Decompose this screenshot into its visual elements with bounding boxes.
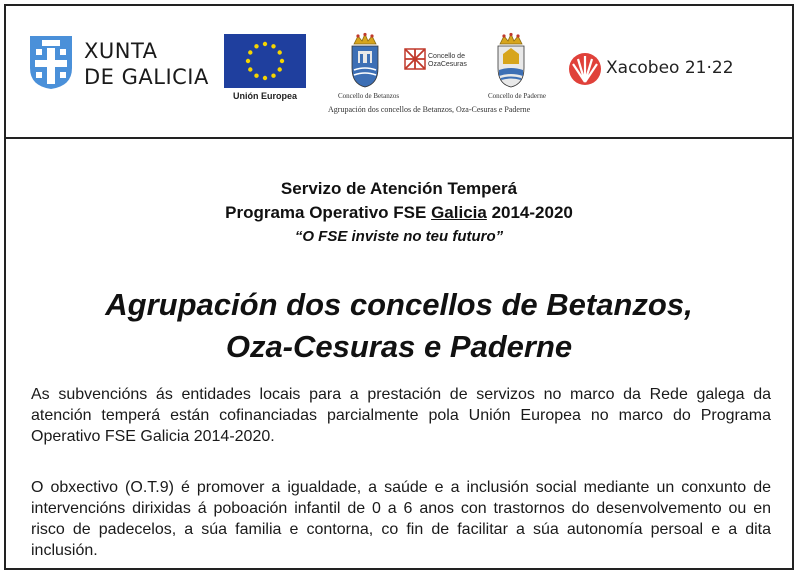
concellos-logos (322, 28, 554, 128)
xacobeo-wordmark: Xacobeo 21·22 (606, 58, 734, 78)
programme-region: Galicia (431, 203, 487, 222)
betanzos-coat-of-arms-icon (348, 32, 382, 88)
paderne-caption: Concello de Paderne (488, 92, 546, 100)
xacobeo-shell-icon (568, 52, 602, 86)
xunta-logo (28, 34, 218, 96)
logo-bar (6, 6, 792, 139)
paragraph-funding: As subvencións ás entidades locais para a prestación de servizos no marco da Rede galega da atención temperá están cofinanciadas parcialmente pola Unión Europea no marco do Programa Operativo FSE Galicia 2014-2020. (31, 386, 771, 445)
eu-caption: Unión Europea (232, 91, 297, 101)
paragraph-objective: O obxectivo (O.T.9) é promover a igualdade, a saúde e a inclusión social mediante un conxunto de intervencións dirixidas á poboación infantil de 0 a 6 anos con trastornos do desenvolvemento ou en risco de padecelos, a súa familia e contorna, co fin de facilitar a súa autonomía persoal e a dita inclusión. (31, 479, 771, 559)
eu-logo (224, 34, 306, 101)
xacobeo-logo (568, 52, 768, 86)
service-heading: Servizo de Atención Temperá (280, 179, 518, 198)
oza-cesuras-logo-icon (404, 48, 426, 70)
oza-cesuras-wordmark: Concello de OzaCesuras (428, 53, 467, 68)
paderne-coat-of-arms-icon (494, 32, 528, 88)
eu-flag-icon (224, 34, 306, 88)
notice-frame (4, 4, 794, 570)
agrupacion-caption: Agrupación dos concellos de Betanzos, Oza-Cesuras e Paderne (328, 105, 531, 114)
group-title: Agrupación dos concellos de Betanzos, Oza-Cesuras e Paderne (105, 287, 693, 364)
programme-heading: Programa Operativo FSE Galicia 2014-2020 (225, 203, 573, 222)
xunta-wordmark: XUNTA DE GALICIA (84, 39, 209, 89)
xunta-shield-icon (28, 34, 74, 90)
betanzos-caption: Concello de Betanzos (338, 92, 400, 100)
motto: “O FSE inviste no teu futuro” (294, 228, 504, 245)
notice-body (6, 139, 792, 568)
